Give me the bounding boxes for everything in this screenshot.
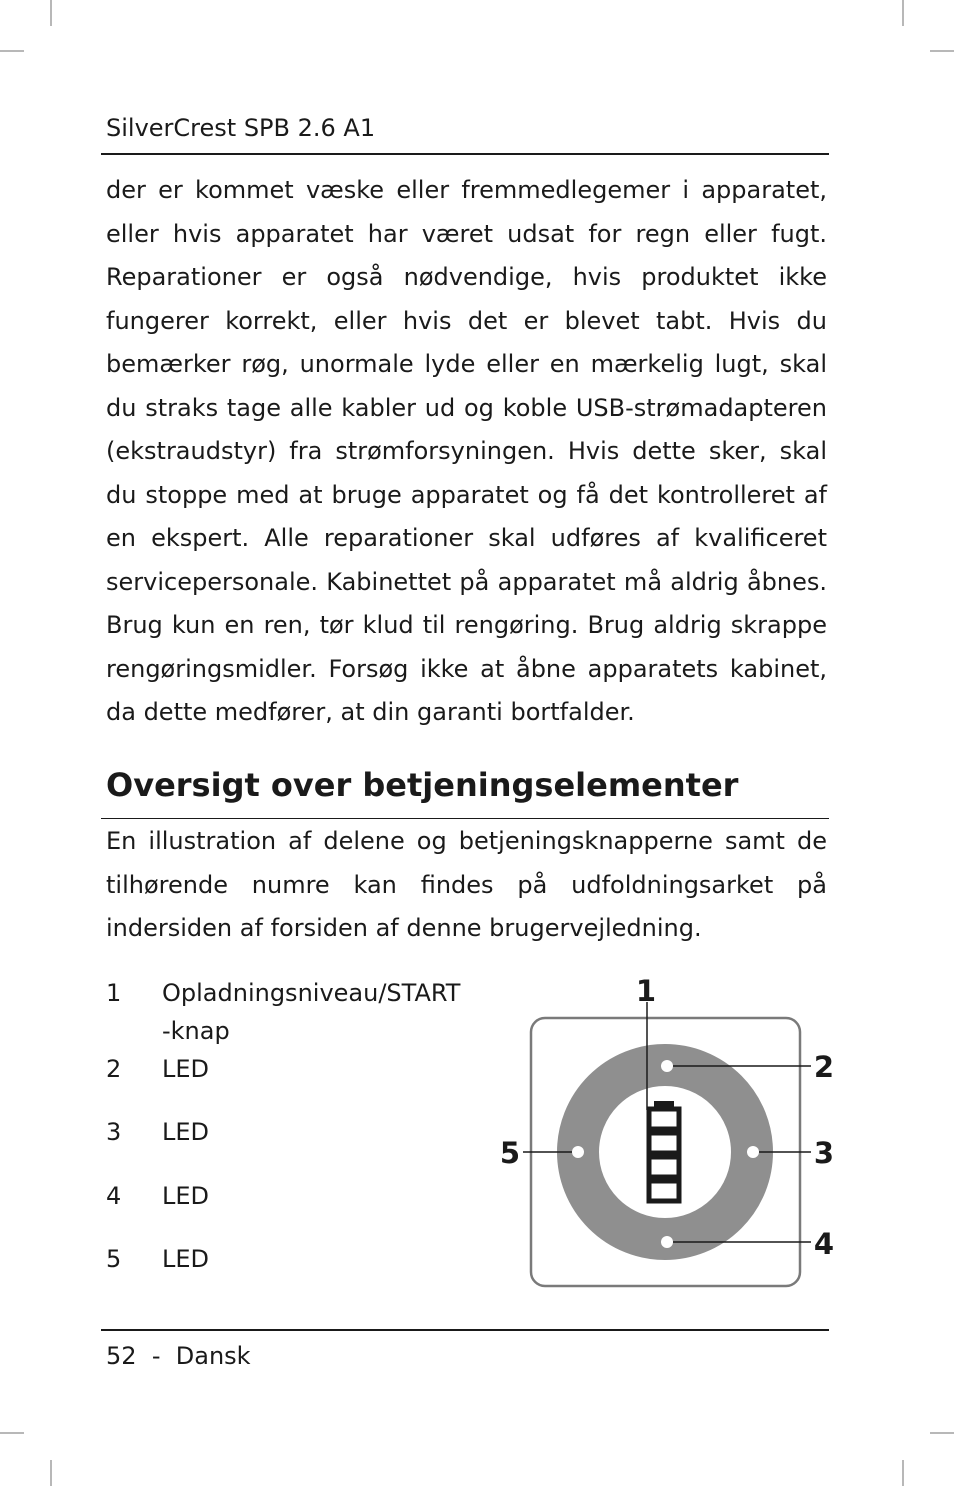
body-line: kvalificeret servicepersonale. Kabinettet på apparatet må: [106, 524, 827, 596]
page-footer: [106, 1340, 251, 1372]
callout-5: 5: [499, 1136, 521, 1170]
running-header: SilverCrest SPB 2.6 A1: [106, 114, 376, 142]
body-line: eller en mærkelig lugt, skal du straks tage alle kabler ud og: [106, 350, 827, 422]
body-line: det kontrolleret af en ekspert. Alle reparationer skal udføres af: [106, 480, 828, 552]
part-number: 5: [106, 1245, 122, 1273]
crop-mark: [930, 1432, 954, 1434]
led-dot-2: [661, 1060, 673, 1072]
body-line: apparatets kabinet, da dette medfører, at din garanti: [106, 654, 828, 726]
crop-mark: [0, 50, 24, 52]
callout-2: 2: [813, 1050, 835, 1084]
body-line: hvis det er blevet tabt. Hvis du bemærker røg, unormale lyde: [106, 306, 827, 378]
led-dot-3: [747, 1146, 759, 1158]
section-title: Oversigt over betjeningselementer: [106, 766, 739, 804]
body-line: Hvis dette sker, skal du stoppe med at bruge apparatet og få: [106, 437, 827, 509]
body-line: aldrig skrappe rengøringsmidler. Forsøg ikke at åbne: [106, 611, 827, 683]
callout-4: 4: [813, 1227, 835, 1261]
intro-line: En illustration af delene og betjeningsknapperne samt de: [106, 827, 827, 855]
intro-line: tilhørende numre kan findes på udfoldningsarket på indersiden: [106, 870, 827, 942]
callout-1: 1: [635, 975, 657, 1008]
crop-mark: [0, 1432, 24, 1434]
page-number: 52: [106, 1342, 137, 1370]
body-line: bortfalder.: [510, 698, 635, 726]
intro-line: af forsiden af denne brugervejledning.: [239, 914, 702, 942]
footer-rule: [101, 1329, 829, 1331]
warning-paragraph: [106, 169, 827, 735]
part-number: 4: [106, 1182, 122, 1210]
part-label: [162, 974, 492, 1050]
crop-mark: [902, 1460, 904, 1486]
part-number: 2: [106, 1055, 122, 1083]
part-label: LED: [162, 1055, 210, 1083]
crop-mark: [930, 50, 954, 52]
led-dot-4: [661, 1236, 673, 1248]
part-label-line: -knap: [162, 1017, 230, 1045]
device-diagram: [495, 975, 845, 1291]
footer-language: Dansk: [175, 1342, 251, 1370]
body-line: er også nødvendige, hvis produktet ikke fungerer korrekt, eller: [106, 263, 827, 335]
section-rule: [101, 818, 829, 819]
part-label-line: Opladningsniveau/START: [162, 979, 461, 1007]
footer-separator: -: [151, 1342, 161, 1370]
part-label: LED: [162, 1118, 210, 1146]
part-label: LED: [162, 1182, 210, 1210]
callout-3: 3: [813, 1136, 835, 1170]
led-dot-5: [572, 1146, 584, 1158]
crop-mark: [50, 0, 52, 26]
body-line: hvis apparatet har været udsat for regn eller fugt. Reparationer: [106, 219, 828, 291]
body-line: der er kommet væske eller fremmedlegemer i apparatet, eller: [106, 176, 827, 248]
section-intro: [106, 820, 827, 951]
crop-mark: [50, 1460, 52, 1486]
part-number: 1: [106, 979, 122, 1007]
part-label: LED: [162, 1245, 210, 1273]
body-line: koble USB-strømadapteren (ekstraudstyr) fra strømforsyningen.: [106, 393, 827, 465]
body-line: aldrig åbnes. Brug kun en ren, tør klud til rengøring. Brug: [106, 567, 827, 639]
part-number: 3: [106, 1118, 122, 1146]
crop-mark: [902, 0, 904, 26]
header-rule: [101, 153, 829, 155]
